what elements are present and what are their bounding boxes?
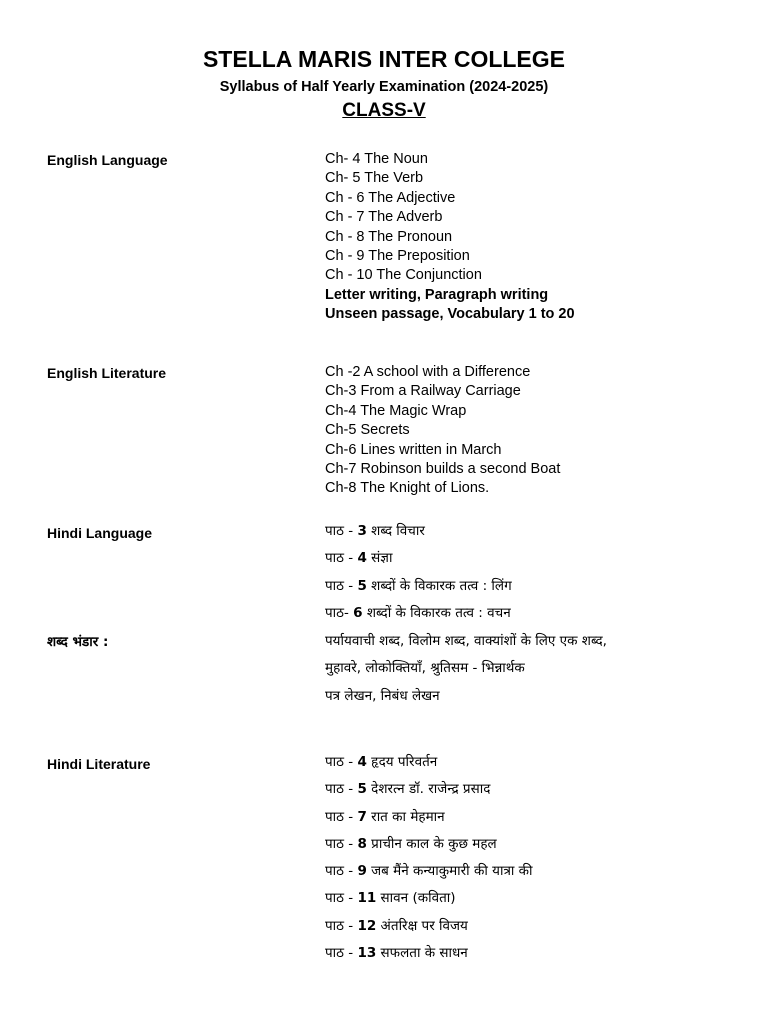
syllabus-item	[325, 913, 533, 940]
shabd-bhandar-syllabus	[325, 628, 607, 710]
syllabus-item: पत्र लेखन, निबंध लेखन	[325, 687, 440, 704]
syllabus-item-writing: Letter writing, Paragraph writing	[325, 286, 549, 303]
syllabus-item: Ch-4 The Magic Wrap	[325, 402, 467, 419]
college-title: STELLA MARIS INTER COLLEGE	[202, 46, 566, 72]
lesson-number: 4	[357, 754, 367, 770]
syllabus-item	[325, 573, 512, 600]
lesson-number: 5	[357, 781, 367, 798]
lesson-number: 9	[357, 863, 367, 880]
path-prefix: पाठ -	[325, 577, 358, 594]
syllabus-item: Ch-8 The Knight of Lions.	[325, 480, 490, 497]
syllabus-item	[325, 749, 533, 776]
syllabus-item: Ch - 8 The Pronoun	[325, 228, 453, 245]
syllabus-item	[325, 885, 533, 912]
syllabus-item	[325, 600, 512, 627]
syllabus-item	[325, 545, 512, 572]
path-prefix: पाठ -	[325, 523, 358, 539]
path-prefix: पाठ -	[325, 890, 358, 907]
path-prefix: पाठ-	[325, 604, 354, 621]
subject-hindi-literature: Hindi Literature	[47, 756, 151, 772]
lesson-title: शब्द विचार	[366, 523, 425, 539]
exam-subtitle: Syllabus of Half Yearly Examination (2024-2025)	[219, 79, 549, 95]
path-prefix: पाठ -	[325, 917, 358, 934]
lesson-title: शब्दों के विकारक तत्व : लिंग	[366, 577, 512, 594]
lesson-title: देशरत्न डॉ. राजेन्द्र प्रसाद	[366, 781, 491, 798]
syllabus-item	[325, 831, 533, 858]
subject-english-language: English Language	[47, 152, 168, 168]
syllabus-item: Ch - 9 The Preposition	[325, 247, 470, 264]
lesson-number: 12	[357, 917, 377, 934]
lesson-title: प्राचीन काल के कुछ महल	[366, 835, 497, 852]
syllabus-item: पर्यायवाची शब्द, विलोम शब्द, वाक्यांशों के लिए एक शब्द,	[325, 633, 607, 649]
lesson-number: 3	[357, 523, 367, 539]
path-prefix: पाठ -	[325, 835, 358, 852]
subject-shabd-bhandar: शब्द भंडार :	[47, 634, 109, 650]
syllabus-item: Ch -2 A school with a Difference	[325, 364, 531, 380]
english-language-syllabus	[325, 150, 575, 325]
lesson-number: 7	[357, 808, 367, 825]
syllabus-item: Ch- 5 The Verb	[325, 170, 424, 187]
lesson-title: संज्ञा	[366, 550, 393, 567]
english-literature-syllabus	[325, 363, 560, 499]
hindi-language-syllabus	[325, 518, 512, 627]
syllabus-item: Ch - 6 The Adjective	[325, 189, 456, 206]
syllabus-item: Ch - 10 The Conjunction	[325, 267, 482, 284]
syllabus-item	[325, 776, 533, 803]
lesson-number: 5	[357, 577, 367, 594]
lesson-number: 11	[357, 890, 377, 907]
subject-hindi-language: Hindi Language	[47, 525, 152, 541]
subject-english-literature: English Literature	[47, 365, 167, 381]
path-prefix: पाठ -	[325, 781, 358, 798]
syllabus-item: Ch - 7 The Adverb	[325, 209, 443, 226]
syllabus-item: Ch-5 Secrets	[325, 422, 410, 439]
syllabus-item	[325, 858, 533, 885]
path-prefix: पाठ -	[325, 863, 358, 880]
syllabus-item: मुहावरे, लोकोक्तियाँ, श्रुतिसम - भिन्नार्थक	[325, 660, 525, 677]
syllabus-item	[325, 804, 533, 831]
path-prefix: पाठ -	[325, 550, 358, 567]
syllabus-item: Ch-3 From a Railway Carriage	[325, 383, 521, 400]
path-prefix: पाठ -	[325, 945, 358, 962]
class-heading: CLASS-V	[342, 100, 426, 121]
lesson-title: हृदय परिवर्तन	[366, 754, 438, 770]
lesson-number: 13	[357, 945, 377, 962]
lesson-title: अंतरिक्ष पर विजय	[376, 917, 468, 934]
syllabus-item	[325, 940, 533, 967]
lesson-number: 6	[353, 604, 363, 621]
lesson-title: रात का मेहमान	[366, 808, 445, 825]
syllabus-item	[325, 518, 512, 545]
lesson-number: 4	[357, 550, 367, 567]
syllabus-item: Ch-6 Lines written in March	[325, 441, 502, 458]
syllabus-item: Ch- 4 The Noun	[325, 151, 428, 167]
path-prefix: पाठ -	[325, 754, 358, 770]
hindi-literature-syllabus	[325, 749, 533, 967]
lesson-title: सफलता के साधन	[376, 945, 468, 962]
syllabus-item-vocabulary: Unseen passage, Vocabulary 1 to 20	[325, 306, 575, 323]
lesson-title: शब्दों के विकारक तत्व : वचन	[362, 604, 511, 621]
path-prefix: पाठ -	[325, 808, 358, 825]
lesson-title: सावन (कविता)	[376, 890, 456, 907]
lesson-title: जब मैंने कन्याकुमारी की यात्रा की	[366, 863, 533, 880]
lesson-number: 8	[357, 835, 367, 852]
syllabus-item: Ch-7 Robinson builds a second Boat	[325, 460, 561, 477]
